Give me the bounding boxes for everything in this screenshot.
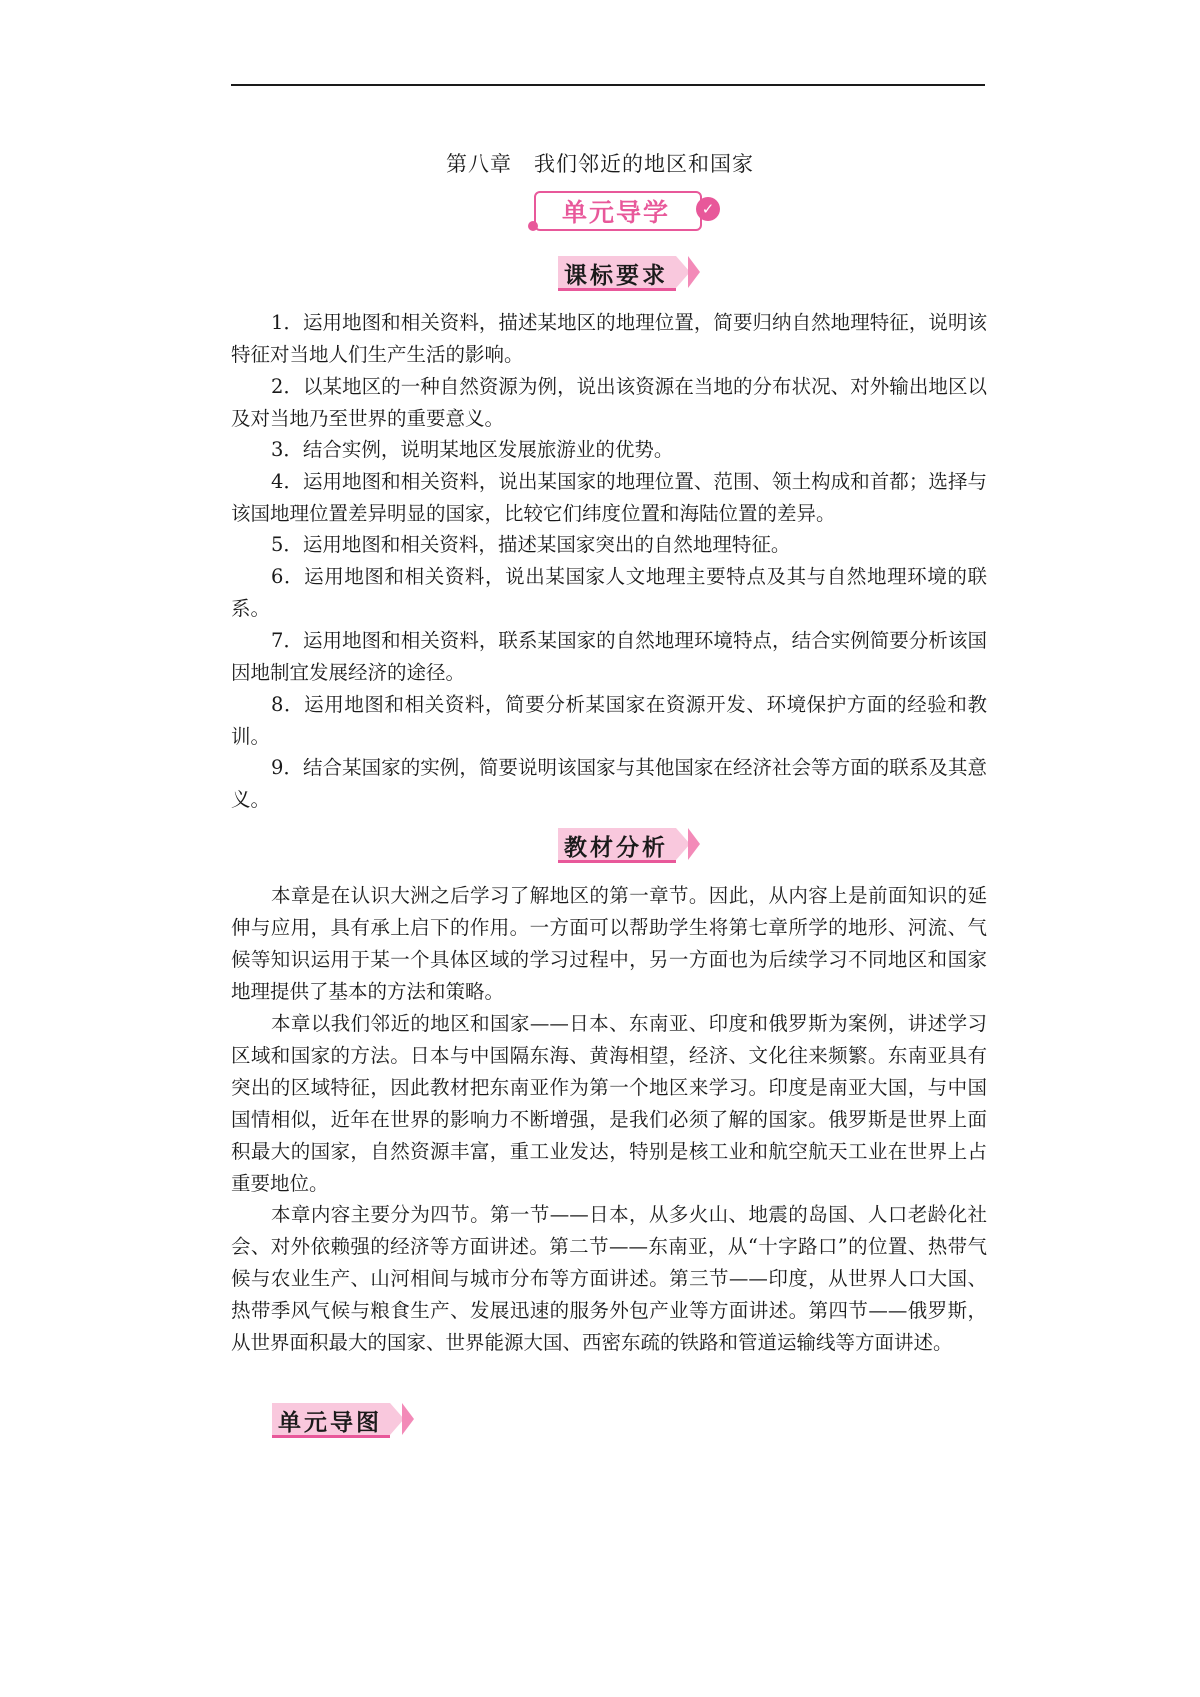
chapter-title: 第八章 我们邻近的地区和国家 [446,152,754,176]
standard-item-4: 4．运用地图和相关资料，说出某国家的地理位置、范围、领土构成和首都；选择与该国地理位置差异明显的国家，比较它们纬度位置和海陆位置的差异。 [231,470,987,525]
analysis-paragraph-2: 本章以我们邻近的地区和国家——日本、东南亚、印度和俄罗斯为案例，讲述学习区域和国家的方法。日本与中国隔东海、黄海相望，经济、文化往来频繁。东南亚具有突出的区域特征，因此教材把东南亚作为第一个地区来学习。印度是南亚大国，与中国国情相似，近年在世界的影响力不断增强，是我们必须了解的国家。俄罗斯是世界上面积最大的国家，自然资源丰富，重工业发达，特别是核工业和航空航天工业在世界上占重要地位。 [231,1012,987,1195]
standard-item-9: 9．结合某国家的实例，简要说明该国家与其他国家在经济社会等方面的联系及其意义。 [231,756,987,811]
header-rule [231,84,985,86]
standard-item-1: 1．运用地图和相关资料，描述某地区的地理位置，简要归纳自然地理特征，说明该特征对当地人们生产生活的影响。 [231,311,987,366]
standard-item-8: 8．运用地图和相关资料，简要分析某国家在资源开发、环境保护方面的经验和教训。 [231,693,987,748]
check-circle-icon: ✓ [696,197,720,221]
standard-item-3: 3．结合实例，说明某地区发展旅游业的优势。 [271,438,674,461]
section-title-map: 单元导图 [278,1410,382,1436]
banner-dot-icon [528,221,538,231]
section-header-map [272,1401,412,1437]
analysis-paragraph-1: 本章是在认识大洲之后学习了解地区的第一章节。因此，从内容上是前面知识的延伸与应用，具有承上启下的作用。一方面可以帮助学生将第七章所学的地形、河流、气候等知识运用于某一个具体区域的学习过程中，另一方面也为后续学习不同地区和国家地理提供了基本的方法和策略。 [231,884,987,1003]
standard-item-6: 6．运用地图和相关资料，说出某国家人文地理主要特点及其与自然地理环境的联系。 [231,565,987,620]
standard-item-5: 5．运用地图和相关资料，描述某国家突出的自然地理特征。 [271,533,791,556]
section-header-analysis [558,826,698,862]
standard-item-2: 2．以某地区的一种自然资源为例，说出该资源在当地的分布状况、对外输出地区以及对当地乃至世界的重要意义。 [231,375,987,430]
section-header-standards [558,254,698,290]
standard-item-7: 7．运用地图和相关资料，联系某国家的自然地理环境特点，结合实例简要分析该国因地制宜发展经济的途径。 [231,629,987,684]
unit-banner [524,187,734,233]
section-title-standards: 课标要求 [564,263,668,289]
analysis-paragraph-3: 本章内容主要分为四节。第一节——日本，从多火山、地震的岛国、人口老龄化社会、对外依赖强的经济等方面讲述。第二节——东南亚，从“十字路口”的位置、热带气候与农业生产、山河相间与城市分布等方面讲述。第三节——印度，从世界人口大国、热带季风气候与粮食生产、发展迅速的服务外包产业等方面讲述。第四节——俄罗斯，从世界面积最大的国家、世界能源大国、西密东疏的铁路和管道运输线等方面讲述。 [231,1203,987,1354]
unit-banner-label: 单元导学 [561,198,670,227]
section-title-analysis: 教材分析 [564,835,668,861]
